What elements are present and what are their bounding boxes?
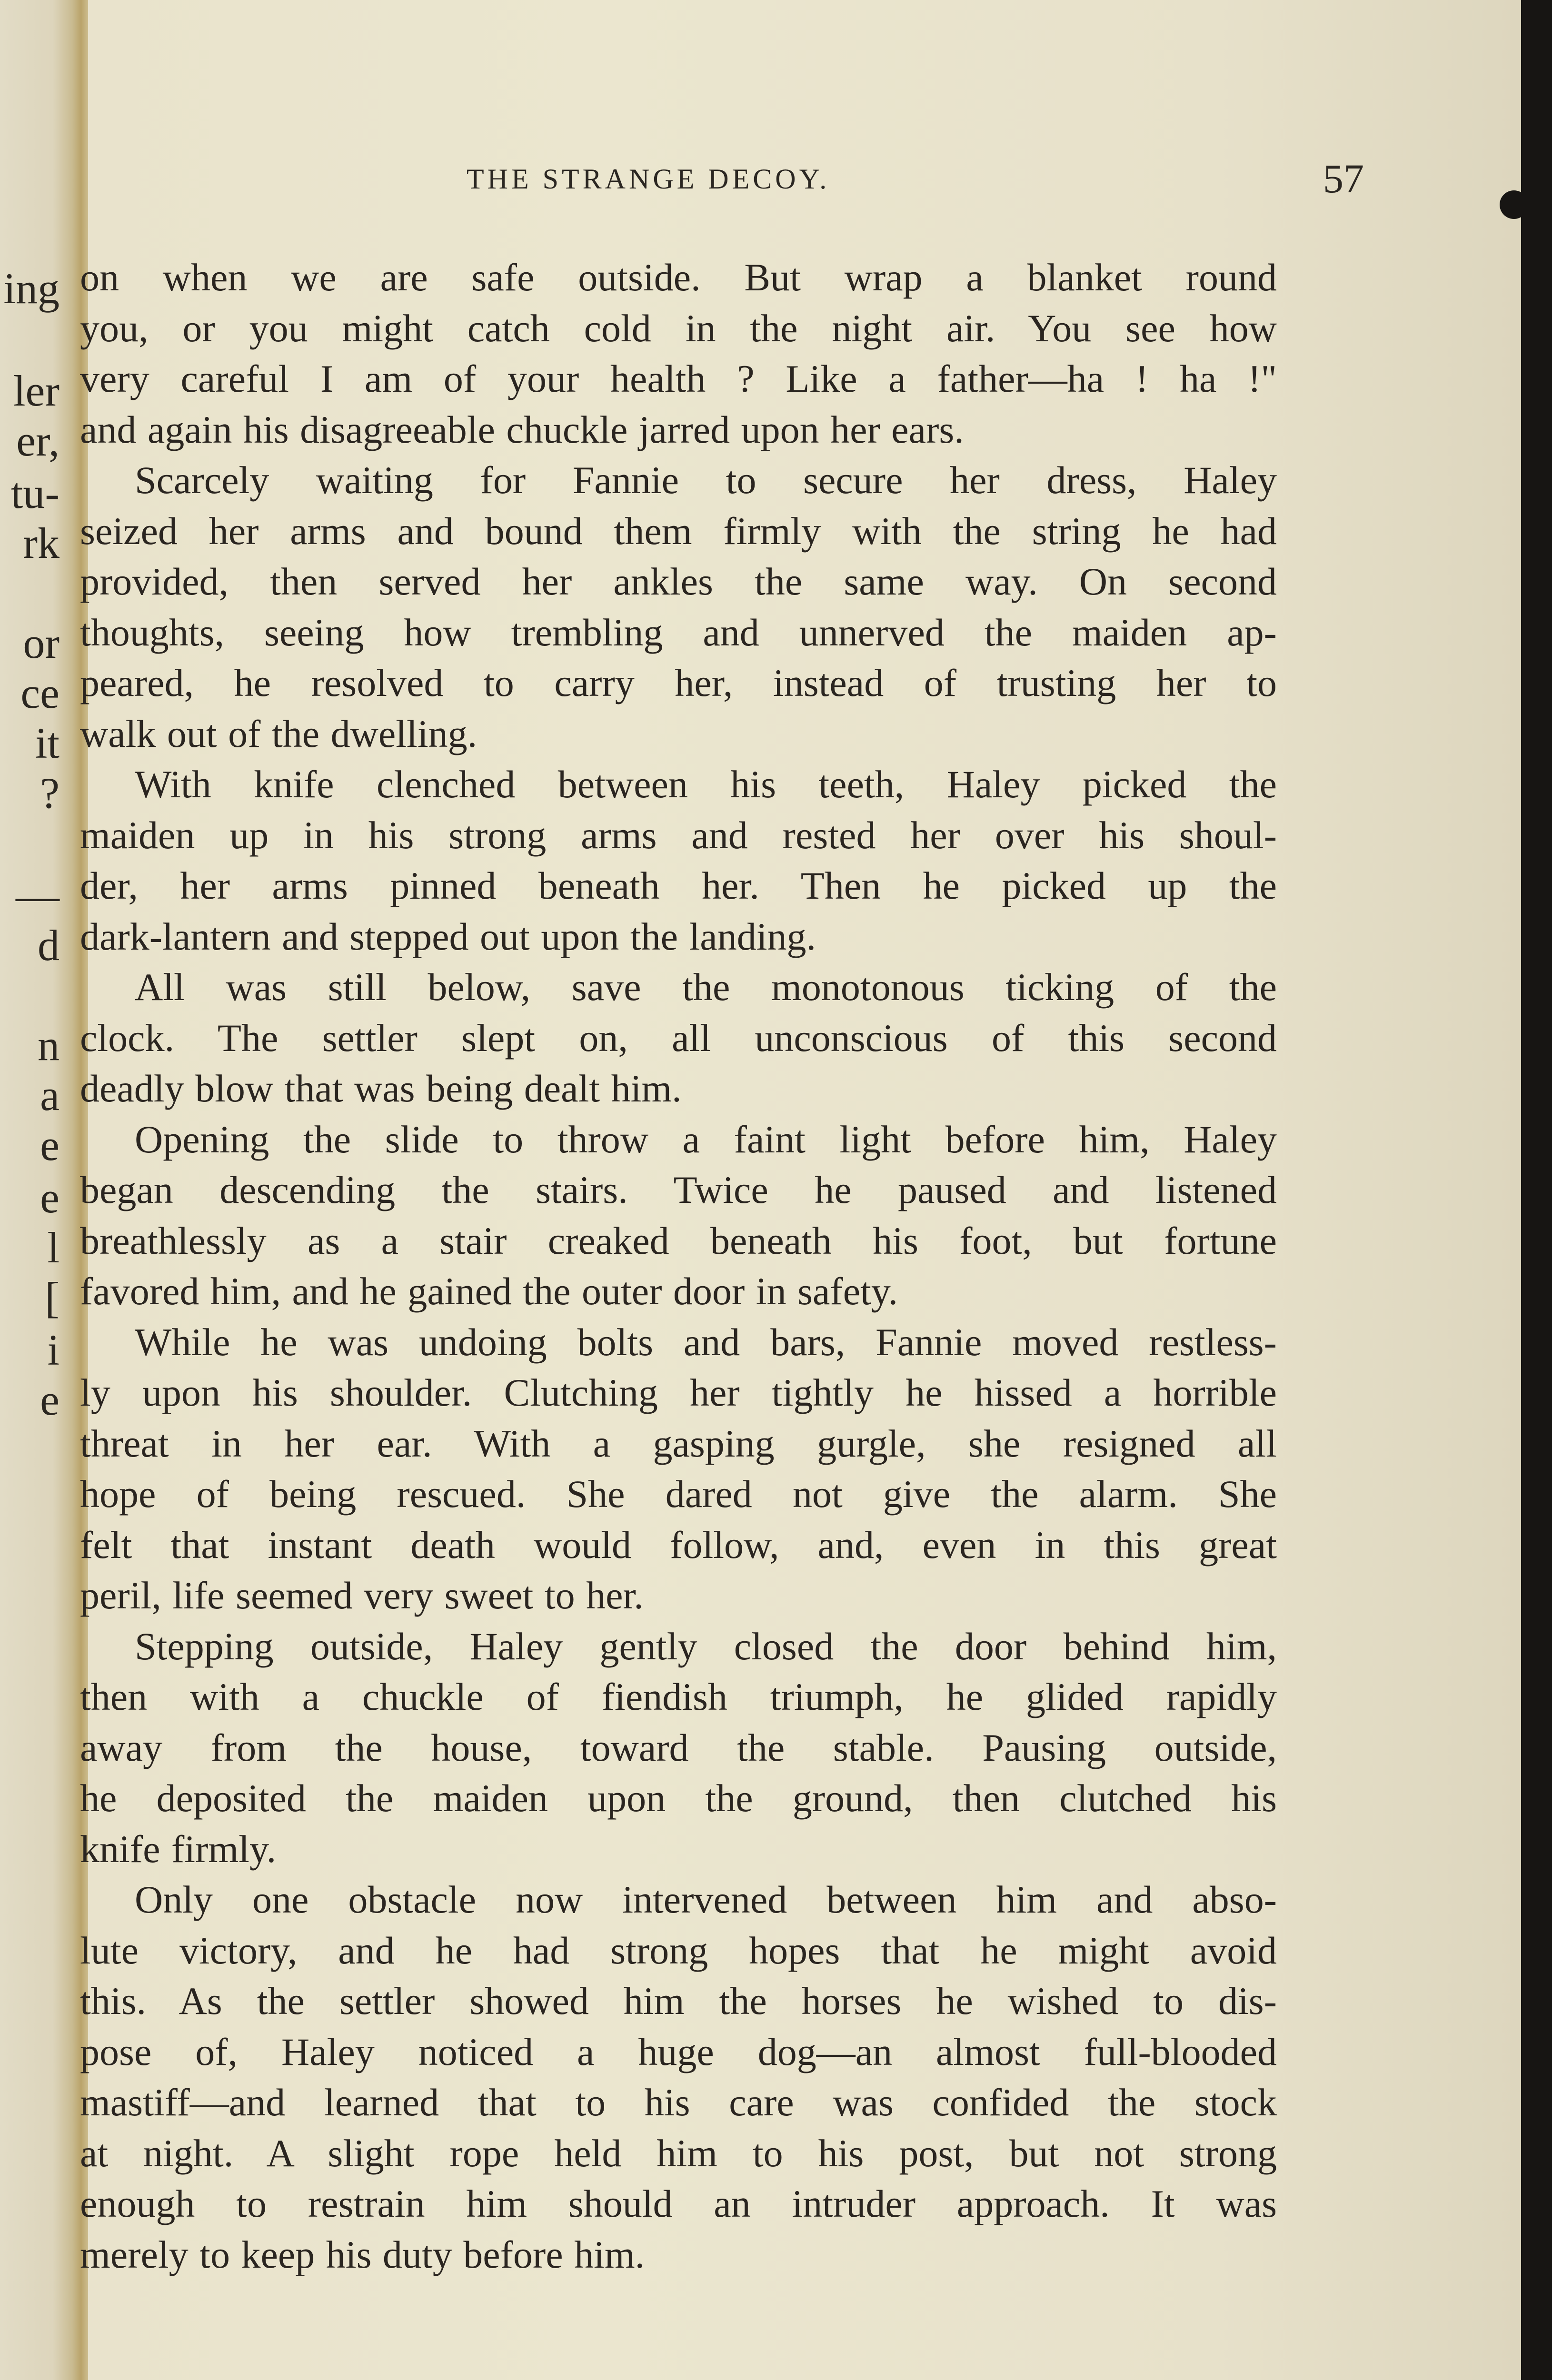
- facing-fragment: n: [38, 1021, 60, 1070]
- page-edge-tear: [1500, 190, 1521, 219]
- facing-fragment: e: [40, 1173, 60, 1222]
- text-line: you, or you might catch cold in the night air. You see how: [80, 306, 1277, 350]
- facing-fragment: ing: [3, 264, 60, 313]
- text-line: enough to restrain him should an intruder approach. It was: [80, 2182, 1277, 2225]
- running-header: THE STRANGE DECOY.: [467, 163, 830, 195]
- text-line: merely to keep his duty before him.: [80, 2232, 645, 2276]
- facing-fragment: a: [40, 1071, 60, 1120]
- text-line: All was still below, save the monotonous ticking of the: [135, 965, 1277, 1009]
- facing-fragment: ce: [20, 669, 60, 717]
- facing-fragment: [: [45, 1273, 60, 1322]
- text-line: Scarcely waiting for Fannie to secure her dress, Haley: [135, 458, 1277, 502]
- facing-fragment: rk: [23, 519, 60, 567]
- facing-fragment: ?: [40, 769, 60, 817]
- text-line: ly upon his shoulder. Clutching her tightly he hissed a horrible: [80, 1371, 1277, 1414]
- text-line: favored him, and he gained the outer door in safety.: [80, 1269, 898, 1313]
- text-line: he deposited the maiden upon the ground, then clutched his: [80, 1776, 1277, 1820]
- text-line: knife firmly.: [80, 1827, 277, 1871]
- text-line: very careful I am of your health ? Like a father—ha ! ha !": [80, 357, 1277, 400]
- text-line: breathlessly as a stair creaked beneath his foot, but fortune: [80, 1219, 1277, 1262]
- text-line: provided, then served her ankles the same way. On second: [80, 560, 1277, 603]
- facing-fragment: —: [16, 871, 60, 920]
- text-line: deadly blow that was being dealt him.: [80, 1067, 682, 1110]
- facing-fragment: l: [47, 1223, 60, 1272]
- text-line: mastiff—and learned that to his care was confided the stock: [80, 2081, 1277, 2124]
- text-line: hope of being rescued. She dared not give the alarm. She: [80, 1472, 1277, 1516]
- text-line: pose of, Haley noticed a huge dog—an almost full-blooded: [80, 2030, 1277, 2073]
- text-line: Only one obstacle now intervened between him and abso-: [135, 1878, 1277, 1921]
- facing-page-edge: [0, 0, 88, 2380]
- text-line: der, her arms pinned beneath her. Then he picked up the: [80, 864, 1277, 907]
- text-line: maiden up in his strong arms and rested her over his shoul-: [80, 813, 1277, 857]
- text-line: walk out of the dwelling.: [80, 712, 478, 755]
- text-line: on when we are safe outside. But wrap a blanket round: [80, 256, 1277, 299]
- text-line: dark-lantern and stepped out upon the landing.: [80, 914, 816, 958]
- facing-fragment: d: [38, 921, 60, 970]
- text-line: While he was undoing bolts and bars, Fannie moved restless-: [135, 1320, 1277, 1364]
- facing-fragment: ler: [13, 367, 60, 415]
- text-line: began descending the stairs. Twice he paused and listened: [80, 1168, 1277, 1211]
- facing-fragment: or: [23, 619, 60, 667]
- text-line: lute victory, and he had strong hopes that he might avoid: [80, 1928, 1277, 1972]
- facing-fragment: it: [35, 719, 60, 767]
- text-line: threat in her ear. With a gasping gurgle, she resigned all: [80, 1421, 1277, 1465]
- text-line: Opening the slide to throw a faint light before him, Haley: [135, 1117, 1277, 1161]
- text-line: Stepping outside, Haley gently closed the door behind him,: [135, 1624, 1277, 1668]
- text-line: peared, he resolved to carry her, instead of trusting her to: [80, 661, 1277, 704]
- text-line: then with a chuckle of fiendish triumph, he glided rapidly: [80, 1675, 1277, 1718]
- facing-fragment: er,: [16, 416, 60, 465]
- text-line: clock. The settler slept on, all unconscious of this second: [80, 1016, 1277, 1060]
- body-text: [80, 252, 1277, 2280]
- text-line: seized her arms and bound them firmly with the string he had: [80, 509, 1277, 553]
- facing-fragment: i: [47, 1326, 60, 1374]
- text-line: and again his disagreeable chuckle jarred upon her ears.: [80, 407, 964, 451]
- text-line: this. As the settler showed him the horses he wished to dis-: [80, 1979, 1277, 2023]
- text-line: at night. A slight rope held him to his post, but not strong: [80, 2131, 1277, 2175]
- text-line: away from the house, toward the stable. Pausing outside,: [80, 1726, 1277, 1769]
- text-line: peril, life seemed very sweet to her.: [80, 1574, 644, 1617]
- facing-fragment: tu-: [10, 469, 60, 517]
- facing-fragment: e: [40, 1376, 60, 1424]
- text-line: With knife clenched between his teeth, Haley picked the: [135, 763, 1277, 806]
- facing-fragment: e: [40, 1121, 60, 1170]
- page-number: 57: [1323, 156, 1364, 201]
- text-line: felt that instant death would follow, and, even in this great: [80, 1523, 1277, 1567]
- text-line: thoughts, seeing how trembling and unnerved the maiden ap-: [80, 610, 1277, 654]
